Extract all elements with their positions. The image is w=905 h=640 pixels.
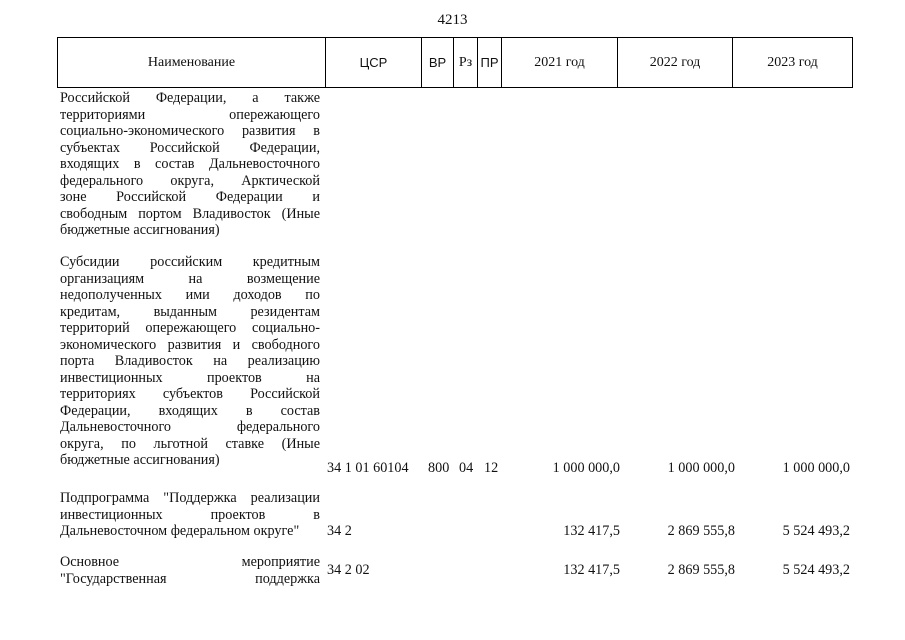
row-line: бюджетные ассигнования) xyxy=(60,222,220,238)
row-line: входящих в состав Дальневосточного xyxy=(60,156,320,172)
row-3-2023: 5 524 493,2 xyxy=(782,523,850,539)
row-2-2021: 1 000 000,0 xyxy=(552,460,620,476)
row-line: территориями опережающего xyxy=(60,106,320,123)
row-4-2022: 2 869 555,8 xyxy=(667,562,735,578)
row-line: Субсидии российским кредитным xyxy=(60,254,320,270)
row-2-pr: 12 xyxy=(484,460,499,476)
table-row-1-name xyxy=(60,90,320,239)
row-line: Дальневосточном федеральном округе" xyxy=(60,523,300,539)
header-rz: Рз xyxy=(454,38,478,87)
row-line: Основное мероприятие xyxy=(60,554,320,570)
row-line: "Государственная поддержка xyxy=(60,570,320,587)
row-3-2022: 2 869 555,8 xyxy=(667,523,735,539)
row-line: свободным портом Владивосток (Иные xyxy=(60,205,320,222)
table-row-3-name xyxy=(60,490,320,540)
row-line: порта Владивосток на реализацию xyxy=(60,353,320,369)
row-3-csr: 34 2 xyxy=(327,523,352,539)
row-line: территориях субъектов Российской xyxy=(60,386,320,402)
row-2-rz: 04 xyxy=(459,460,474,476)
row-line: недополученных ими доходов по xyxy=(60,287,320,303)
row-3-2021: 132 417,5 xyxy=(563,523,620,539)
row-2-vr: 800 xyxy=(428,460,450,476)
row-line: федерального округа, Арктической xyxy=(60,172,320,189)
row-2-2023: 1 000 000,0 xyxy=(782,460,850,476)
row-2-2022: 1 000 000,0 xyxy=(667,460,735,476)
table-row-4-name xyxy=(60,554,320,587)
header-2022: 2022 год xyxy=(618,38,733,87)
row-line: зоне Российской Федерации и xyxy=(60,189,320,205)
row-line: Федерации, входящих в состав xyxy=(60,402,320,419)
header-2021: 2021 год xyxy=(502,38,618,87)
header-vr: ВР xyxy=(422,38,454,87)
row-line: инвестиционных проектов в xyxy=(60,506,320,523)
row-line: инвестиционных проектов на xyxy=(60,369,320,386)
row-line: Подпрограмма "Поддержка реализации xyxy=(60,490,320,506)
table-row-2-name xyxy=(60,254,320,469)
header-name: Наименование xyxy=(58,38,326,87)
row-line: социально-экономического развития в xyxy=(60,123,320,139)
row-line: Российской Федерации, а также xyxy=(60,90,320,106)
row-line: субъектах Российской Федерации, xyxy=(60,139,320,156)
page-number: 4213 xyxy=(437,12,468,28)
header-csr: ЦСР xyxy=(326,38,422,87)
row-line: кредитам, выданным резидентам xyxy=(60,303,320,320)
row-line: Дальневосточного федерального xyxy=(60,419,320,435)
row-4-2021: 132 417,5 xyxy=(563,562,620,578)
row-line: организациям на возмещение xyxy=(60,270,320,287)
row-line: бюджетные ассигнования) xyxy=(60,452,220,468)
row-line: экономического развития и свободного xyxy=(60,336,320,353)
row-line: округа, по льготной ставке (Иные xyxy=(60,435,320,452)
header-pr: ПР xyxy=(478,38,502,87)
row-2-csr: 34 1 01 60104 xyxy=(327,460,409,476)
row-4-2023: 5 524 493,2 xyxy=(782,562,850,578)
header-2023: 2023 год xyxy=(767,54,818,70)
table-header xyxy=(57,37,853,88)
row-4-csr: 34 2 02 xyxy=(327,562,370,578)
row-line: территорий опережающего социально- xyxy=(60,320,320,336)
